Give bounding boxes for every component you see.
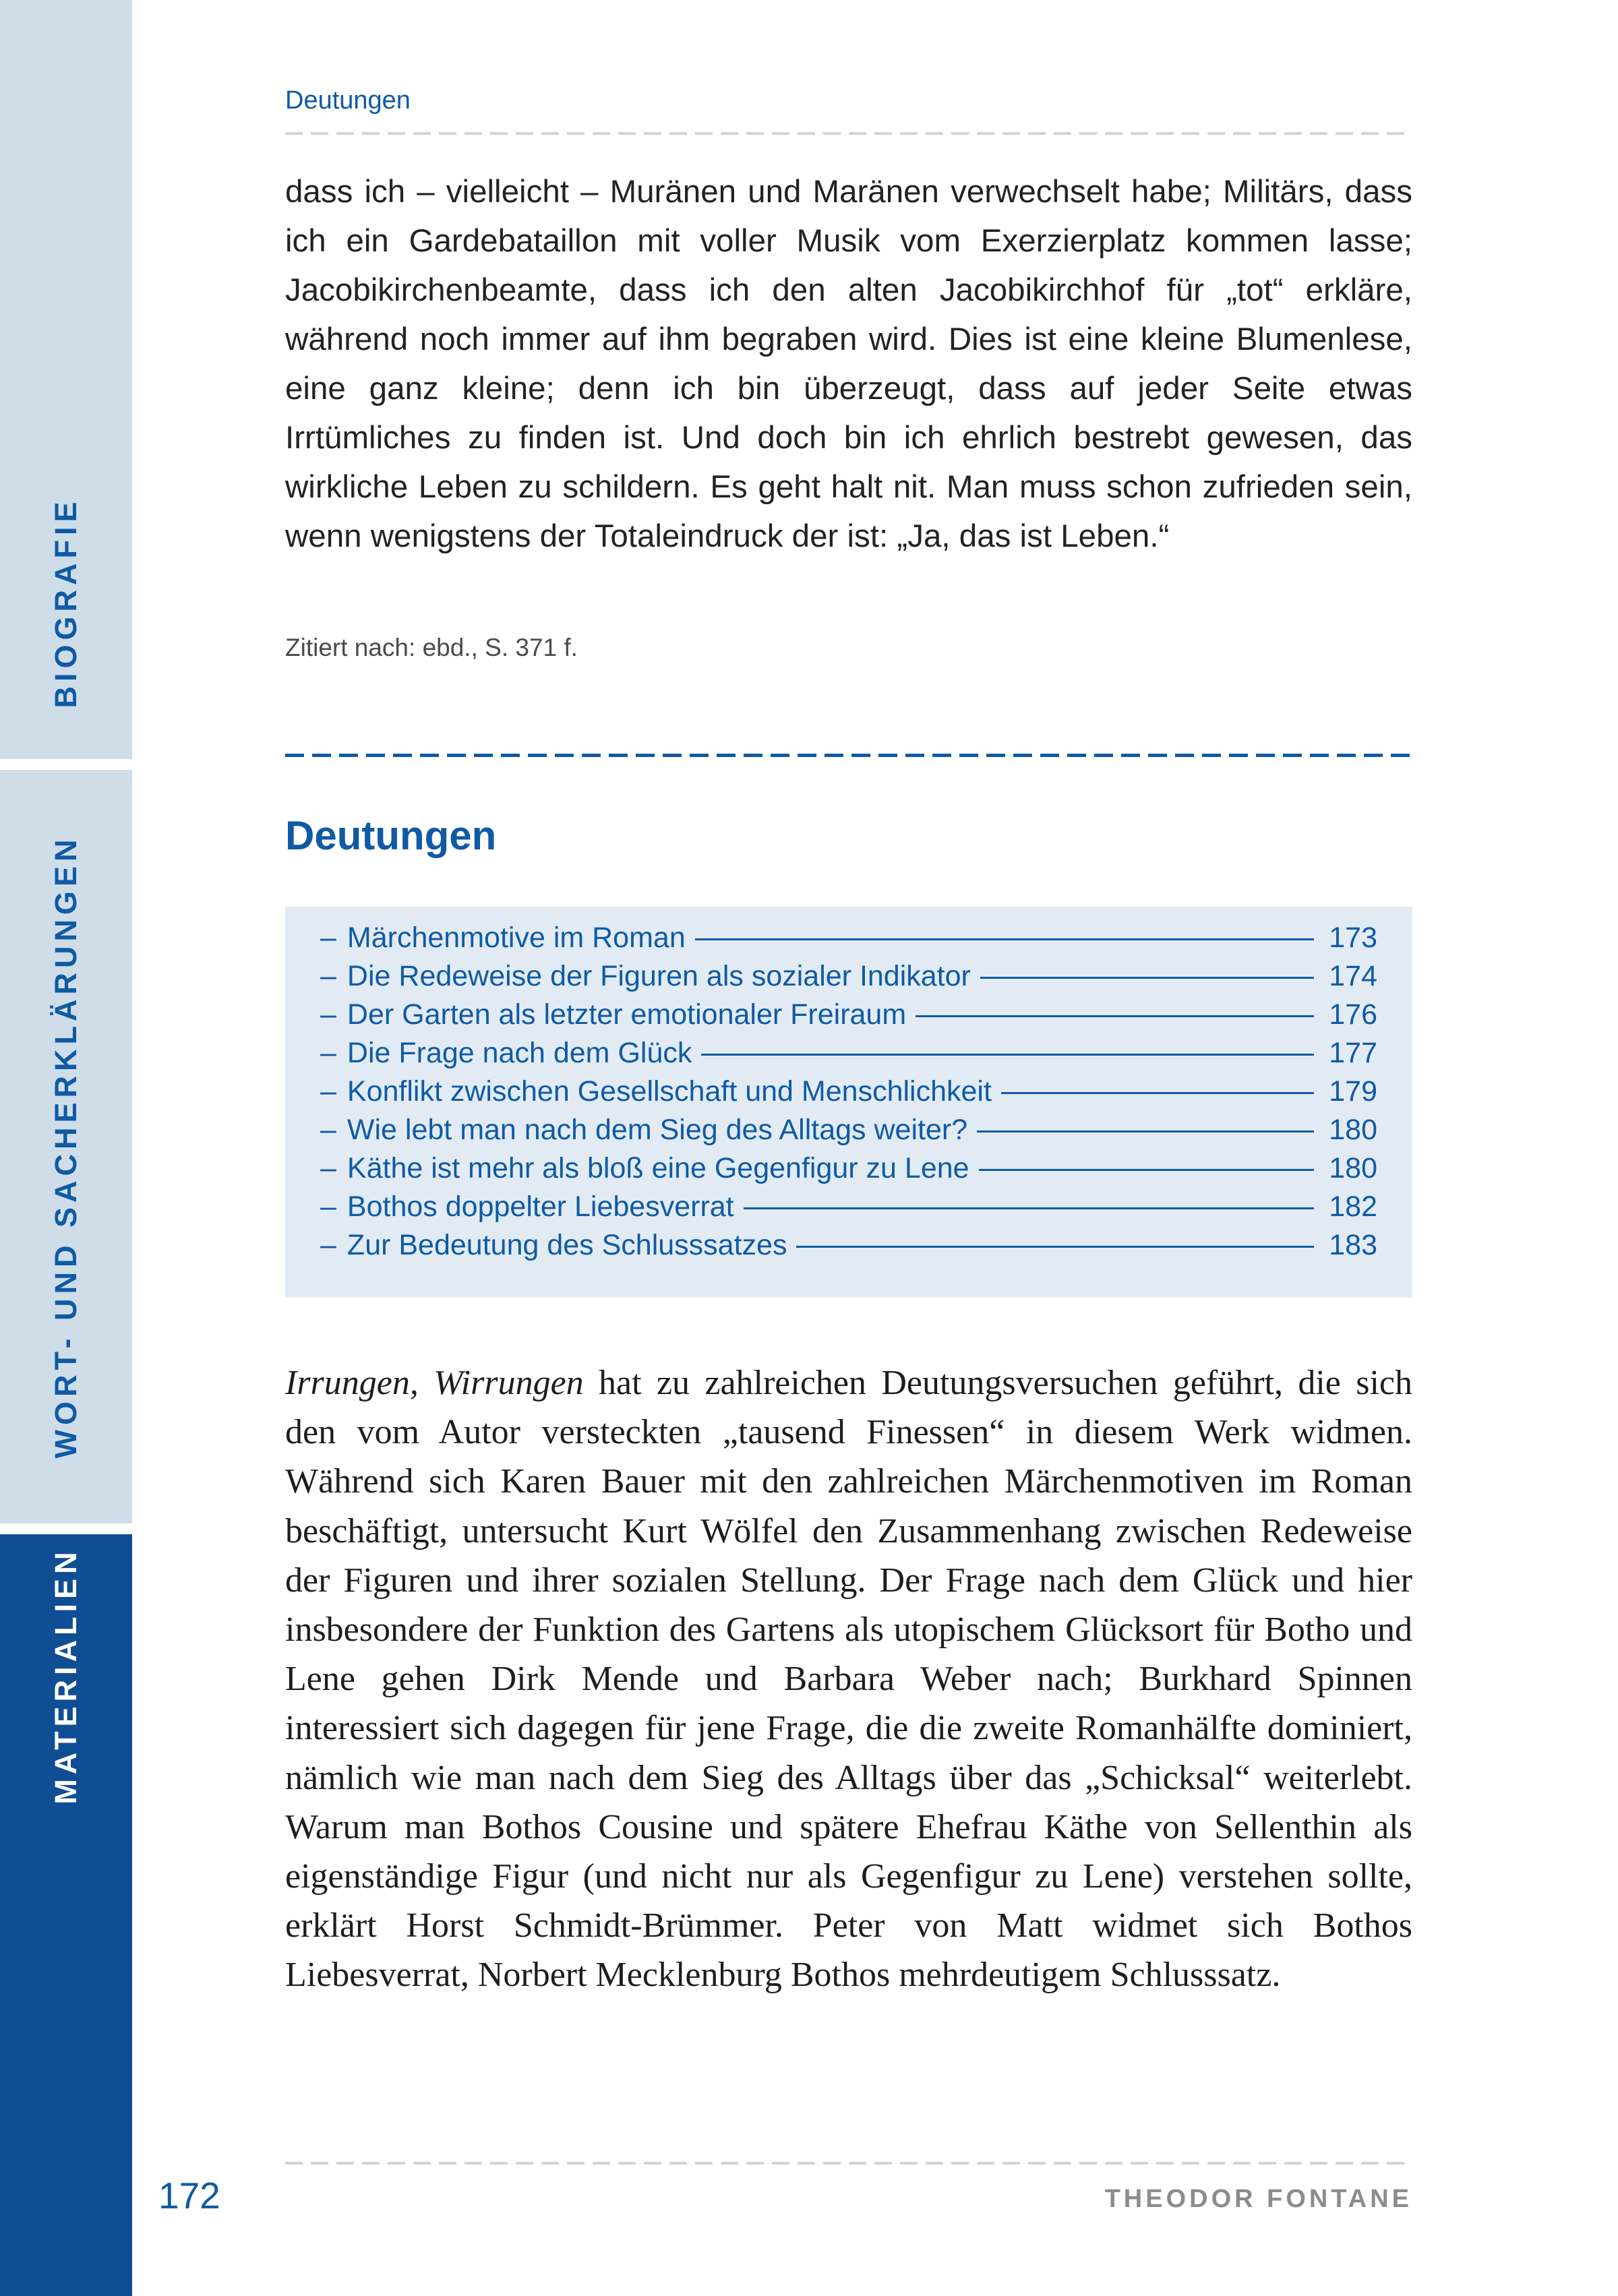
section-divider [285, 754, 1412, 757]
header-divider [285, 132, 1412, 135]
toc-list [320, 922, 1377, 1267]
sidebar-tab-biografie[interactable] [0, 0, 132, 759]
toc-item-page: 179 [1329, 1075, 1377, 1108]
page-number: 172 [158, 2175, 220, 2216]
toc-item-title: Die Frage nach dem Glück [347, 1037, 692, 1069]
toc-item-title: Die Redeweise der Figuren als sozialer Indikator [347, 960, 971, 992]
toc-item-page: 183 [1329, 1229, 1377, 1261]
footer-author: THEODOR FONTANE [1104, 2185, 1412, 2213]
toc-item-bullet: – [320, 960, 336, 992]
running-head: Deutungen [285, 86, 411, 115]
toc-item[interactable] [320, 998, 1377, 1037]
toc-item-bullet: – [320, 1229, 336, 1261]
toc-item-leader [701, 1054, 1314, 1056]
toc-item-title: Märchenmotive im Roman [347, 922, 686, 954]
toc-item-bullet: – [320, 998, 336, 1031]
toc-item-bullet: – [320, 1152, 336, 1184]
toc-item[interactable] [320, 1229, 1377, 1267]
toc-item-title: Käthe ist mehr als bloß eine Gegenfigur zu Lene [347, 1152, 969, 1184]
toc-item[interactable] [320, 960, 1377, 998]
sidebar-tab-wort-und-sacherklaerungen[interactable] [0, 770, 132, 1523]
toc-item-title: Zur Bedeutung des Schlusssatzes [347, 1229, 787, 1261]
toc-item-leader [695, 938, 1315, 940]
toc-item-leader [796, 1246, 1314, 1248]
sidebar-tab-label: BIOGRAFIE [49, 497, 83, 708]
toc-item-bullet: – [320, 1037, 336, 1069]
section-title: Deutungen [285, 813, 497, 858]
toc-item-leader [744, 1207, 1315, 1209]
toc-item-title: Konflikt zwischen Gesellschaft und Menschlichkeit [347, 1075, 992, 1108]
sidebar-tab-label: WORT- UND SACHERKLÄRUNGEN [49, 835, 83, 1459]
toc-item-page: 180 [1329, 1114, 1377, 1146]
footer-divider [285, 2162, 1412, 2165]
toc-item[interactable] [320, 1152, 1377, 1190]
toc-item[interactable] [320, 1037, 1377, 1075]
toc-item-page: 176 [1329, 998, 1377, 1031]
toc-item-page: 177 [1329, 1037, 1377, 1069]
toc-item[interactable] [320, 922, 1377, 960]
toc-item-page: 174 [1329, 960, 1377, 992]
sidebar-tab-label: MATERIALIEN [49, 1547, 83, 1805]
toc-item-bullet: – [320, 1190, 336, 1223]
toc-box [285, 907, 1412, 1298]
sidebar-tab-materialien[interactable] [0, 1534, 132, 2296]
toc-item[interactable] [320, 1190, 1377, 1229]
work-title: Irrungen, Wirrungen [285, 1364, 584, 1402]
toc-item-bullet: – [320, 922, 336, 954]
quote-text: dass ich – vielleicht – Muränen und Maränen verwechselt habe; Militärs, dass ich ein Gardebataillon mit voller Musik vom Exerzierplatz kommen lasse; Jacobikirchenbeamte, dass ich den alten Jacobikirchhof für „tot“ erkläre, während noch immer auf ihm begraben wird. Dies ist eine kleine Blumenlese, eine ganz kleine; denn ich bin überzeugt, dass auf jeder Seite etwas Irrtümliches zu finden ist. Und doch bin ich ehrlich bestrebt gewesen, das wirkliche Leben zu schildern. Es geht halt nit. Man muss schon zufrieden sein, wenn wenigstens der Totaleindruck der ist: „Ja, das ist Leben.“ [285, 174, 1412, 554]
toc-item-leader [916, 1015, 1314, 1017]
toc-item-bullet: – [320, 1114, 336, 1146]
toc-item[interactable] [320, 1075, 1377, 1114]
toc-item-bullet: – [320, 1075, 336, 1108]
toc-item-page: 180 [1329, 1152, 1377, 1184]
body-text [285, 1358, 1412, 2000]
quote-source: Zitiert nach: ebd., S. 371 f. [285, 634, 578, 661]
toc-item-leader [977, 1130, 1314, 1132]
toc-item[interactable] [320, 1114, 1377, 1152]
toc-item-page: 182 [1329, 1190, 1377, 1223]
toc-item-title: Bothos doppelter Liebesverrat [347, 1190, 734, 1223]
toc-item-leader [1001, 1092, 1314, 1094]
toc-item-leader [980, 977, 1314, 979]
toc-item-page: 173 [1329, 922, 1377, 954]
toc-item-title: Wie lebt man nach dem Sieg des Alltags weiter? [347, 1114, 968, 1146]
body-paragraph: hat zu zahlreichen Deutungsversuchen geführt, die sich den vom Autor versteckten „tausend Finessen“ in diesem Werk widmen. Während sich Karen Bauer mit den zahlreichen Märchenmotiven im Roman beschäftigt, untersucht Kurt Wölfel den Zusammenhang zwischen Redeweise der Figuren und ihrer sozialen Stellung. Der Frage nach dem Glück und hier insbesondere der Funktion des Gartens als utopischem Glücksort für Botho und Lene gehen Dirk Mende und Barbara Weber nach; Burkhard Spinnen interessiert sich dagegen für jene Frage, die die zweite Romanhälfte dominiert, nämlich wie man nach dem Sieg des Alltags über das „Schicksal“ weiterlebt. Warum man Bothos Cousine und spätere Ehefrau Käthe von Sellenthin als eigenständige Figur (und nicht nur als Gegenfigur zu Lene) verstehen sollte, erklärt Horst Schmidt-Brümmer. Peter von Matt widmet sich Bothos Liebesverrat, Norbert Mecklenburg Bothos mehrdeutigem Schlusssatz. [285, 1364, 1412, 1995]
toc-item-leader [979, 1169, 1315, 1171]
toc-item-title: Der Garten als letzter emotionaler Freiraum [347, 998, 907, 1031]
